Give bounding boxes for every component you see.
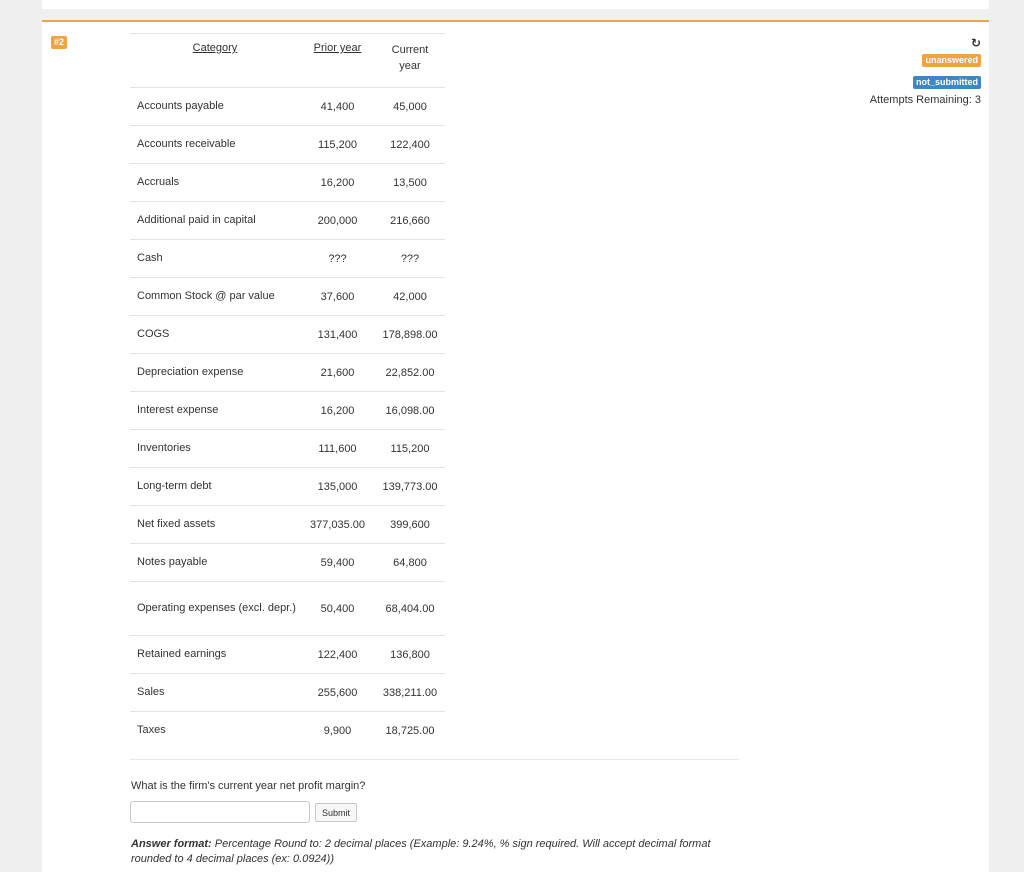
cell-current-year: 338,211.00 bbox=[375, 674, 445, 712]
question-number-badge: #2 bbox=[51, 36, 67, 49]
cell-category: Accounts payable bbox=[130, 88, 300, 126]
cell-current-year: 42,000 bbox=[375, 278, 445, 316]
answer-input[interactable] bbox=[130, 801, 310, 823]
cell-prior-year: 135,000 bbox=[300, 468, 375, 506]
cell-prior-year: 16,200 bbox=[300, 392, 375, 430]
top-bar bbox=[42, 0, 989, 9]
cell-category: COGS bbox=[130, 316, 300, 354]
table-row bbox=[130, 674, 445, 712]
answer-format-note bbox=[131, 837, 751, 867]
cell-current-year: 45,000 bbox=[375, 88, 445, 126]
cell-category: Cash bbox=[130, 240, 300, 278]
divider bbox=[130, 759, 739, 760]
table-row bbox=[130, 468, 445, 506]
table-row bbox=[130, 430, 445, 468]
answer-format-label: Answer format: bbox=[131, 838, 212, 850]
cell-category: Accruals bbox=[130, 164, 300, 202]
table-row bbox=[130, 164, 445, 202]
cell-prior-year: 59,400 bbox=[300, 544, 375, 582]
cell-current-year: 136,800 bbox=[375, 636, 445, 674]
cell-prior-year: 122,400 bbox=[300, 636, 375, 674]
refresh-icon[interactable]: ↻ bbox=[970, 36, 981, 50]
cell-category: Long-term debt bbox=[130, 468, 300, 506]
cell-current-year: 68,404.00 bbox=[375, 582, 445, 636]
cell-category: Retained earnings bbox=[130, 636, 300, 674]
cell-category: Net fixed assets bbox=[130, 506, 300, 544]
cell-current-year: 18,725.00 bbox=[375, 712, 445, 750]
question-text: What is the firm's current year net profit margin? bbox=[131, 780, 366, 792]
column-header-current-year[interactable]: Current year bbox=[375, 34, 445, 88]
attempts-remaining: Attempts Remaining: 3 bbox=[869, 94, 981, 106]
table-row bbox=[130, 506, 445, 544]
cell-category: Operating expenses (excl. depr.) bbox=[130, 582, 300, 636]
status-panel bbox=[870, 36, 981, 106]
cell-prior-year: 131,400 bbox=[300, 316, 375, 354]
cell-prior-year: 41,400 bbox=[300, 88, 375, 126]
table-row bbox=[130, 278, 445, 316]
table-header-row bbox=[130, 34, 445, 88]
question-card bbox=[42, 20, 989, 872]
answer-format-text: Percentage Round to: 2 decimal places (Example: 9.24%, % sign required. Will accept decimal format rounded to 4 decimal places (ex: 0.0924)) bbox=[131, 838, 711, 865]
cell-category: Depreciation expense bbox=[130, 354, 300, 392]
cell-category: Common Stock @ par value bbox=[130, 278, 300, 316]
cell-current-year: 13,500 bbox=[375, 164, 445, 202]
cell-prior-year: ??? bbox=[300, 240, 375, 278]
table-row bbox=[130, 354, 445, 392]
cell-prior-year: 37,600 bbox=[300, 278, 375, 316]
not-submitted-badge: not_submitted bbox=[913, 76, 981, 89]
cell-current-year: 115,200 bbox=[375, 430, 445, 468]
cell-prior-year: 115,200 bbox=[300, 126, 375, 164]
cell-current-year: 16,098.00 bbox=[375, 392, 445, 430]
table-row bbox=[130, 582, 445, 636]
table-row bbox=[130, 240, 445, 278]
column-header-prior-year[interactable]: Prior year bbox=[300, 34, 375, 88]
cell-current-year: 64,800 bbox=[375, 544, 445, 582]
cell-current-year: 216,660 bbox=[375, 202, 445, 240]
table-row bbox=[130, 88, 445, 126]
cell-prior-year: 255,600 bbox=[300, 674, 375, 712]
cell-prior-year: 377,035.00 bbox=[300, 506, 375, 544]
cell-category: Notes payable bbox=[130, 544, 300, 582]
table-row bbox=[130, 316, 445, 354]
cell-prior-year: 200,000 bbox=[300, 202, 375, 240]
financial-data-table bbox=[130, 33, 445, 749]
submit-button[interactable]: Submit bbox=[315, 803, 357, 822]
table-row bbox=[130, 712, 445, 750]
cell-current-year: 399,600 bbox=[375, 506, 445, 544]
table-row bbox=[130, 636, 445, 674]
table-row bbox=[130, 202, 445, 240]
cell-current-year: 22,852.00 bbox=[375, 354, 445, 392]
cell-category: Taxes bbox=[130, 712, 300, 750]
cell-prior-year: 111,600 bbox=[300, 430, 375, 468]
table-row bbox=[130, 392, 445, 430]
cell-prior-year: 21,600 bbox=[300, 354, 375, 392]
cell-category: Inventories bbox=[130, 430, 300, 468]
cell-current-year: 122,400 bbox=[375, 126, 445, 164]
column-header-category[interactable]: Category bbox=[130, 34, 300, 88]
cell-current-year: 139,773.00 bbox=[375, 468, 445, 506]
cell-current-year: ??? bbox=[375, 240, 445, 278]
table-row bbox=[130, 544, 445, 582]
table-row bbox=[130, 126, 445, 164]
cell-category: Accounts receivable bbox=[130, 126, 300, 164]
cell-category: Additional paid in capital bbox=[130, 202, 300, 240]
cell-prior-year: 16,200 bbox=[300, 164, 375, 202]
cell-prior-year: 50,400 bbox=[300, 582, 375, 636]
cell-category: Interest expense bbox=[130, 392, 300, 430]
cell-category: Sales bbox=[130, 674, 300, 712]
cell-prior-year: 9,900 bbox=[300, 712, 375, 750]
cell-current-year: 178,898.00 bbox=[375, 316, 445, 354]
unanswered-badge: unanswered bbox=[922, 54, 981, 67]
